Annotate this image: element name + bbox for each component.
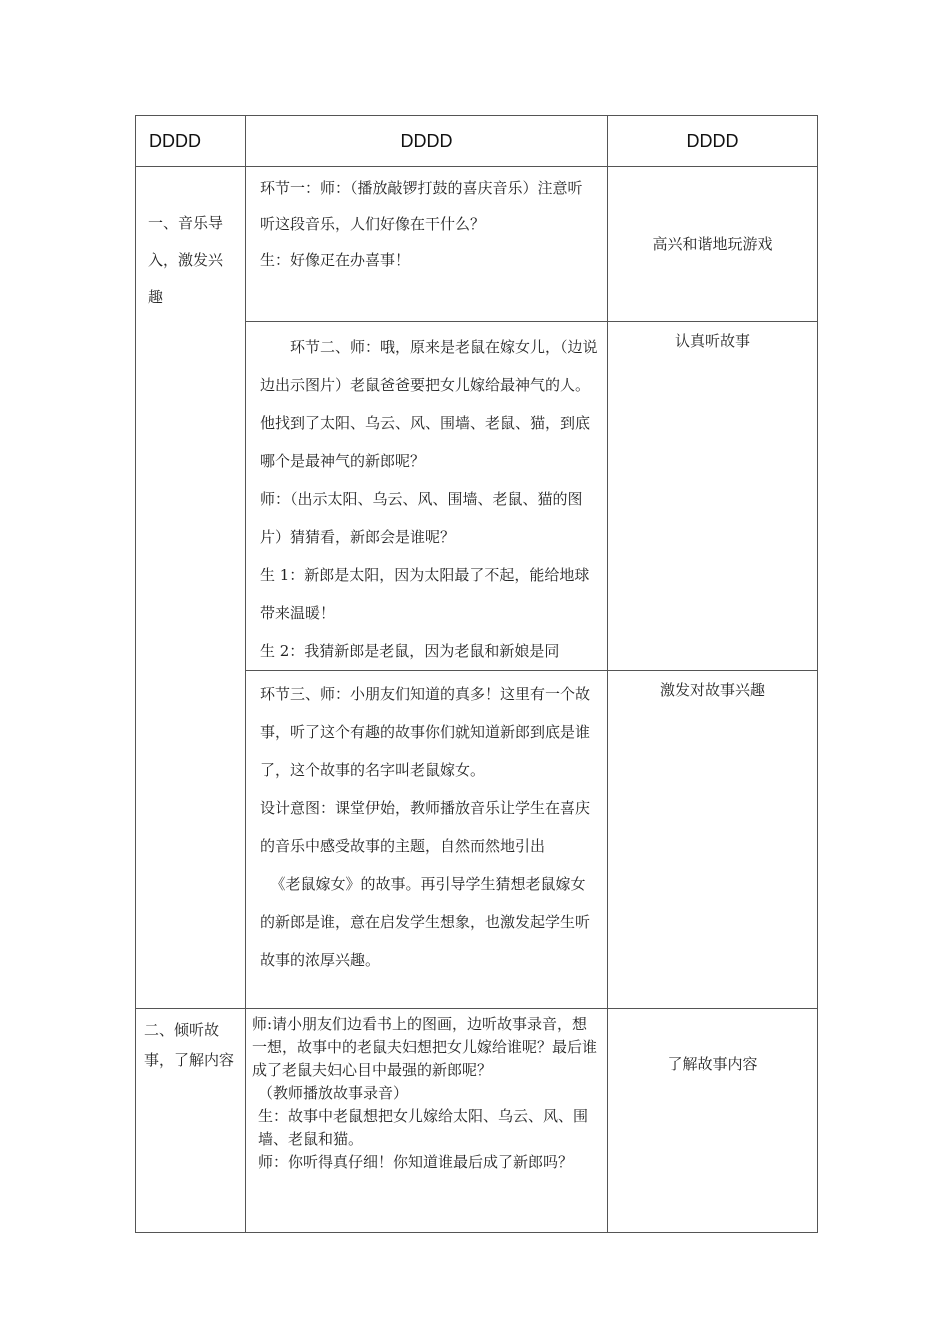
paragraph: 环节三、师：小朋友们知道的真多！这里有一个故事，听了这个有趣的故事你们就知道新郎到底是谁了，这个故事的名字叫老鼠嫁女。 xyxy=(260,685,591,779)
paragraph: 设计意图：课堂伊始，教师播放音乐让学生在喜庆的音乐中感受故事的主题，自然而然地引出 xyxy=(260,799,591,855)
content-cell xyxy=(246,1009,608,1233)
paragraph: 生 2：我猜新郎是老鼠，因为老鼠和新娘是同 xyxy=(260,642,560,660)
header-row xyxy=(136,116,818,167)
paragraph: 环节二、师：哦，原来是老鼠在嫁女儿，（边说边出示图片）老鼠爸爸要把女儿嫁给最神气的人。他找到了太阳、乌云、风、围墙、老鼠、猫，到底哪个是最神气的新郎呢？ xyxy=(260,338,598,470)
paragraph: 师：你听得真仔细！你知道谁最后成了新郎吗？ xyxy=(258,1153,574,1171)
paragraph: 《老鼠嫁女》的故事。再引导学生猜想老鼠嫁女的新郎是谁，意在启发学生想象，也激发起学生听故事的浓厚兴趣。 xyxy=(260,875,591,969)
table-row xyxy=(136,167,818,322)
activity-cell: 高兴和谐地玩游戏 xyxy=(608,167,818,322)
paragraph: 师：（出示太阳、乌云、风、围墙、老鼠、猫的图片）猜猜看，新郎会是谁呢？ xyxy=(260,490,583,546)
content-cell xyxy=(246,671,608,1009)
paragraph: 师:请小朋友们边看书上的图画，边听故事录音，想一想，故事中的老鼠夫妇想把女儿嫁给谁呢？最后谁成了老鼠夫妇心目中最强的新郎呢？ xyxy=(252,1015,598,1079)
activity-cell: 了解故事内容 xyxy=(608,1009,818,1233)
paragraph: 听这段音乐，人们好像在干什么？ xyxy=(260,215,486,233)
paragraph: 生：故事中老鼠想把女儿嫁给太阳、乌云、风、围墙、老鼠和猫。 xyxy=(258,1107,589,1148)
paragraph: 环节一：师：（播放敲锣打鼓的喜庆音乐）注意听 xyxy=(260,179,583,197)
activity-cell: 认真听故事 xyxy=(608,322,818,671)
content-cell xyxy=(246,322,608,671)
stage-cell: 二、倾听故事，了解内容 xyxy=(136,1009,246,1233)
lesson-plan-table xyxy=(135,115,818,1233)
header-cell-activity: DDDD xyxy=(608,116,818,167)
paragraph: 生：好像疋在办喜事！ xyxy=(260,251,411,269)
header-cell-stage: DDDD xyxy=(136,116,246,167)
activity-cell: 激发对故事兴趣 xyxy=(608,671,818,1009)
header-cell-content: DDDD xyxy=(246,116,608,167)
table-row xyxy=(136,1009,818,1233)
paragraph: （教师播放故事录音） xyxy=(258,1084,409,1102)
stage-cell: 一、音乐导入，激发兴趣 xyxy=(136,167,246,1009)
content-cell xyxy=(246,167,608,322)
paragraph: 生 1：新郎是太阳，因为太阳最了不起，能给地球带来温暖！ xyxy=(260,566,590,622)
